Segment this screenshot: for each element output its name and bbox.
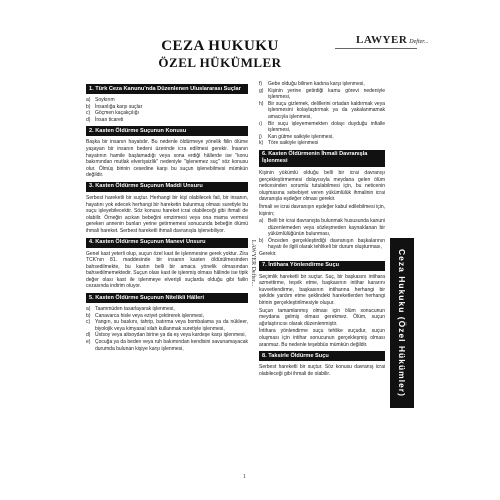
list-item-label: d) — [86, 116, 91, 123]
list-item-label: b) — [86, 103, 91, 110]
document-title-block — [100, 38, 340, 71]
list-item-label: a) — [86, 306, 91, 313]
list-item — [259, 140, 385, 147]
brand-name: LAWYER — [356, 34, 408, 46]
section-heading: 4. Kasten Öldürme Suçunun Manevi Unsuru — [86, 238, 248, 248]
list-item-label: k) — [259, 140, 264, 147]
left-column — [86, 81, 248, 352]
section-trailing-text: Gerekir. — [259, 251, 277, 258]
section-paragraph: İhmali ve icrai davranışın eşdeğer kabul edilebilmesi için, kişinin; — [259, 203, 385, 217]
list-item — [86, 306, 248, 313]
section-paragraph: Serbest hareketli bir suçtur. Herhangi bir kişi olabilecek fail, bir insanın, hayatını yok edecek herhangi bir hareketin bulunmuş olması suretiyle bu suçu işleyebilecektir. Söz konusu hareket icrai olabileceği gibi ihmali de olabilir. Örneğin acıkan bebeğini emzirmesi veya ona mama vermesi gereken annenin bunları yerine getirmemesi sonucunda bebeğin ölümü ihmali hareket. Serbest hareketli ihmali davranışla işlenebiliyor. — [86, 194, 248, 234]
chapter-tab-label: Ceza Hukuku (Özel Hükümler) — [397, 249, 407, 397]
list-item-label: b) — [86, 312, 91, 319]
spine-text: LAWYER Defter... — [250, 239, 256, 287]
section-paragraph: Seçimlik hareketli bir suçtur. Suç, bir başkasını intihara azmettirme, teşvik etme, başkasının intihar kararını kuvvetlendirme, başkasının intiharına herhangi bir şekilde yardım etme şeklindeki hareketlerden herhangi birinin gerçekleştirilmesiyle oluşur. — [259, 273, 385, 307]
list-item-text: Kişinin yerine getirdiği kamu görevi nedeniyle işlenmesi, — [268, 87, 385, 101]
brand-logo — [356, 34, 428, 46]
right-column — [259, 81, 385, 378]
list-item — [259, 88, 385, 101]
list-item-label: h) — [259, 100, 264, 107]
list-item-text: Önceden gerçekleştirdiği davranışın başkalarının hayatı ile ilgili olarak tehlikeli bir durum oluşturması, — [268, 237, 385, 251]
list-item-text: Bir suçu gizlemek, delillerini ortadan kaldırmak veya işlenmesini kolaylaştırmak ya da yakalanmamak amacıyla işlenmesi, — [268, 100, 385, 120]
page-number: 1 — [243, 474, 246, 480]
list-item — [259, 218, 385, 238]
list-item-text: İnsanlığa karşı suçlar — [95, 103, 143, 110]
list-item — [259, 238, 385, 251]
list-item — [86, 110, 248, 117]
list-item-text: Çocuğa ya da beden veya ruh bakımından kendisini savunamayacak durumda bulunan kişiye karşı işlenmesi, — [95, 339, 248, 352]
list-item-label: f) — [259, 81, 263, 87]
brand-divider — [335, 48, 417, 49]
list-item — [259, 101, 385, 121]
section-heading: 1. Türk Ceza Kanunu'nda Düzenlenen Uluslararası Suçlar — [86, 84, 248, 94]
list-item-text: Belli bir icrai davranışta bulunmak hususunda kanuni düzenlemeden veya sözleşmeden kaynaklanan bir yükümlülüğünün bulunması, — [268, 218, 385, 238]
document-title: CEZA HUKUKU — [161, 38, 279, 54]
list-item — [86, 332, 248, 339]
list-item-label: b) — [259, 237, 264, 244]
list-item-text: Gebe olduğu bilinen kadına karşı işlenmesi, — [268, 81, 365, 87]
list-item-label: ı) — [259, 120, 263, 127]
list-item-text: Canavarca hisle veya eziyet çektirerek işlenmesi, — [95, 312, 204, 319]
list-item-label: d) — [86, 332, 91, 339]
section-heading: 2. Kasten Öldürme Suçunun Konusu — [86, 126, 248, 136]
list-item-label: a) — [259, 218, 264, 225]
list-item — [259, 134, 385, 141]
brand-sub: Defter... — [409, 39, 429, 45]
section-paragraph: İntihara yönlendirme suçu tehlike suçudur, suçun oluşması için intihar sonucunun gerçekleşmiş olması aranmaz. Bu nedenle teşebbüs mümkün değildir. — [259, 328, 385, 348]
list-item — [86, 104, 248, 111]
document-subtitle: ÖZEL HÜKÜMLER — [158, 55, 282, 70]
list-item-label: c) — [86, 110, 91, 117]
list-item-text: Üstsoy veya altsoydan birine ya da eş veya kardeşe karşı işlenmesi, — [95, 332, 246, 339]
section-paragraph: Başka bir insanın hayatıdır. Bu nedenle öldürmeye yönelik fiilin ölüme yaşayan bir insanın bedeni üzerinde icra edilmesi gerekir. İnsanın hayatının hamile başlamadığı veya sona erdiği hâllerde ise "konu bakımından mutlak elverişsizlik" nedeniyle "işlenemez suç" söz konusu olur. Ölmüş birinin cesedine karşı bu suçun işlenebilmesi mümkün değildir. — [86, 139, 248, 179]
list-item-label: e) — [86, 339, 91, 346]
section-heading: 5. Kasten Öldürme Suçunun Nitelikli Hâlleri — [86, 293, 248, 303]
section-heading: 8. Taksirle Öldürme Suçu — [259, 351, 385, 361]
list-item-label: g) — [259, 87, 264, 94]
list-item-text: Kan gütme saikiyle işlenmesi, — [268, 133, 334, 140]
list-item-label: a) — [86, 97, 91, 103]
list-item — [86, 97, 248, 104]
section-paragraph: Serbest hareketli bir suçtur. Söz konusu davranış icrai olabileceği gibi ihmali de olabilir. — [259, 364, 385, 377]
section-heading: 3. Kasten Öldürme Suçunun Maddi Unsuru — [86, 182, 248, 192]
spine-logo — [248, 220, 258, 310]
list-item-text: Göçmen kaçakçılığı — [95, 110, 139, 117]
list-item — [86, 339, 248, 352]
chapter-tab — [390, 238, 414, 408]
section-paragraph: Genel kast yeterli olup, suçun özel kast ile işlenmesine gerek yoktur. Zira TCK'nın 81. maddesinde bir insanın kasten öldürülmesinden bahsedilmekte, bu kastın belli bir amaca yönelik olmasından bahsedilmemektedir. Suçun olası kast ile işlenmiş olması hâlinde ise tipik değer olası kast ile işlenmeye elverişli suçlarda olduğu gibi failin cezasında indirim oluyor. — [86, 250, 248, 290]
section-heading: 6. Kasten Öldürmenin İhmali Davranışla İşlenmesi — [259, 150, 385, 167]
list-item-text: Soykırım — [95, 97, 115, 103]
list-item-text: İnsan ticareti — [95, 116, 124, 123]
section-paragraph: Suçun tamamlanmış olması için ölüm sonucunun meydana gelmiş olması gerekmez. Ölüm, suçun ağırlaştırıcısı olarak düzenlenmiştir. — [259, 307, 385, 327]
list-item-text: Töre saikiyle işlenmesi — [268, 140, 319, 147]
section-paragraph: Kişinin yükümlü olduğu belli bir icrai davranışı gerçekleştirmemesi dolayısıyla meydana gelen ölüm neticesinden sorumlu tutulabilmesi için, bu neticenin oluşmasına sebebiyet veren yükümlülük ihmalinin icrai davranışla eşdeğer olması gerekir. — [259, 169, 385, 203]
section-heading: 7. İntihara Yönlendirme Suçu — [259, 261, 385, 271]
list-item — [259, 121, 385, 134]
list-item-text: Taammüden tasarlayarak işlenmesi, — [95, 306, 175, 313]
list-item — [86, 319, 248, 332]
list-item-label: j) — [259, 133, 262, 140]
list-item — [86, 117, 248, 124]
list-item-label: c) — [86, 319, 91, 326]
list-item-text: Yangın, su baskını, tahrip, batırma veya bombalama ya da nükleer, biyolojik veya kimyasal silah kullanmak suretiyle işlenmesi, — [95, 319, 248, 332]
list-item — [259, 81, 385, 88]
list-item — [86, 313, 248, 320]
list-item-text: Bir suçu işleyememekten dolayı duyduğu infialle işlenmesi, — [268, 120, 385, 134]
